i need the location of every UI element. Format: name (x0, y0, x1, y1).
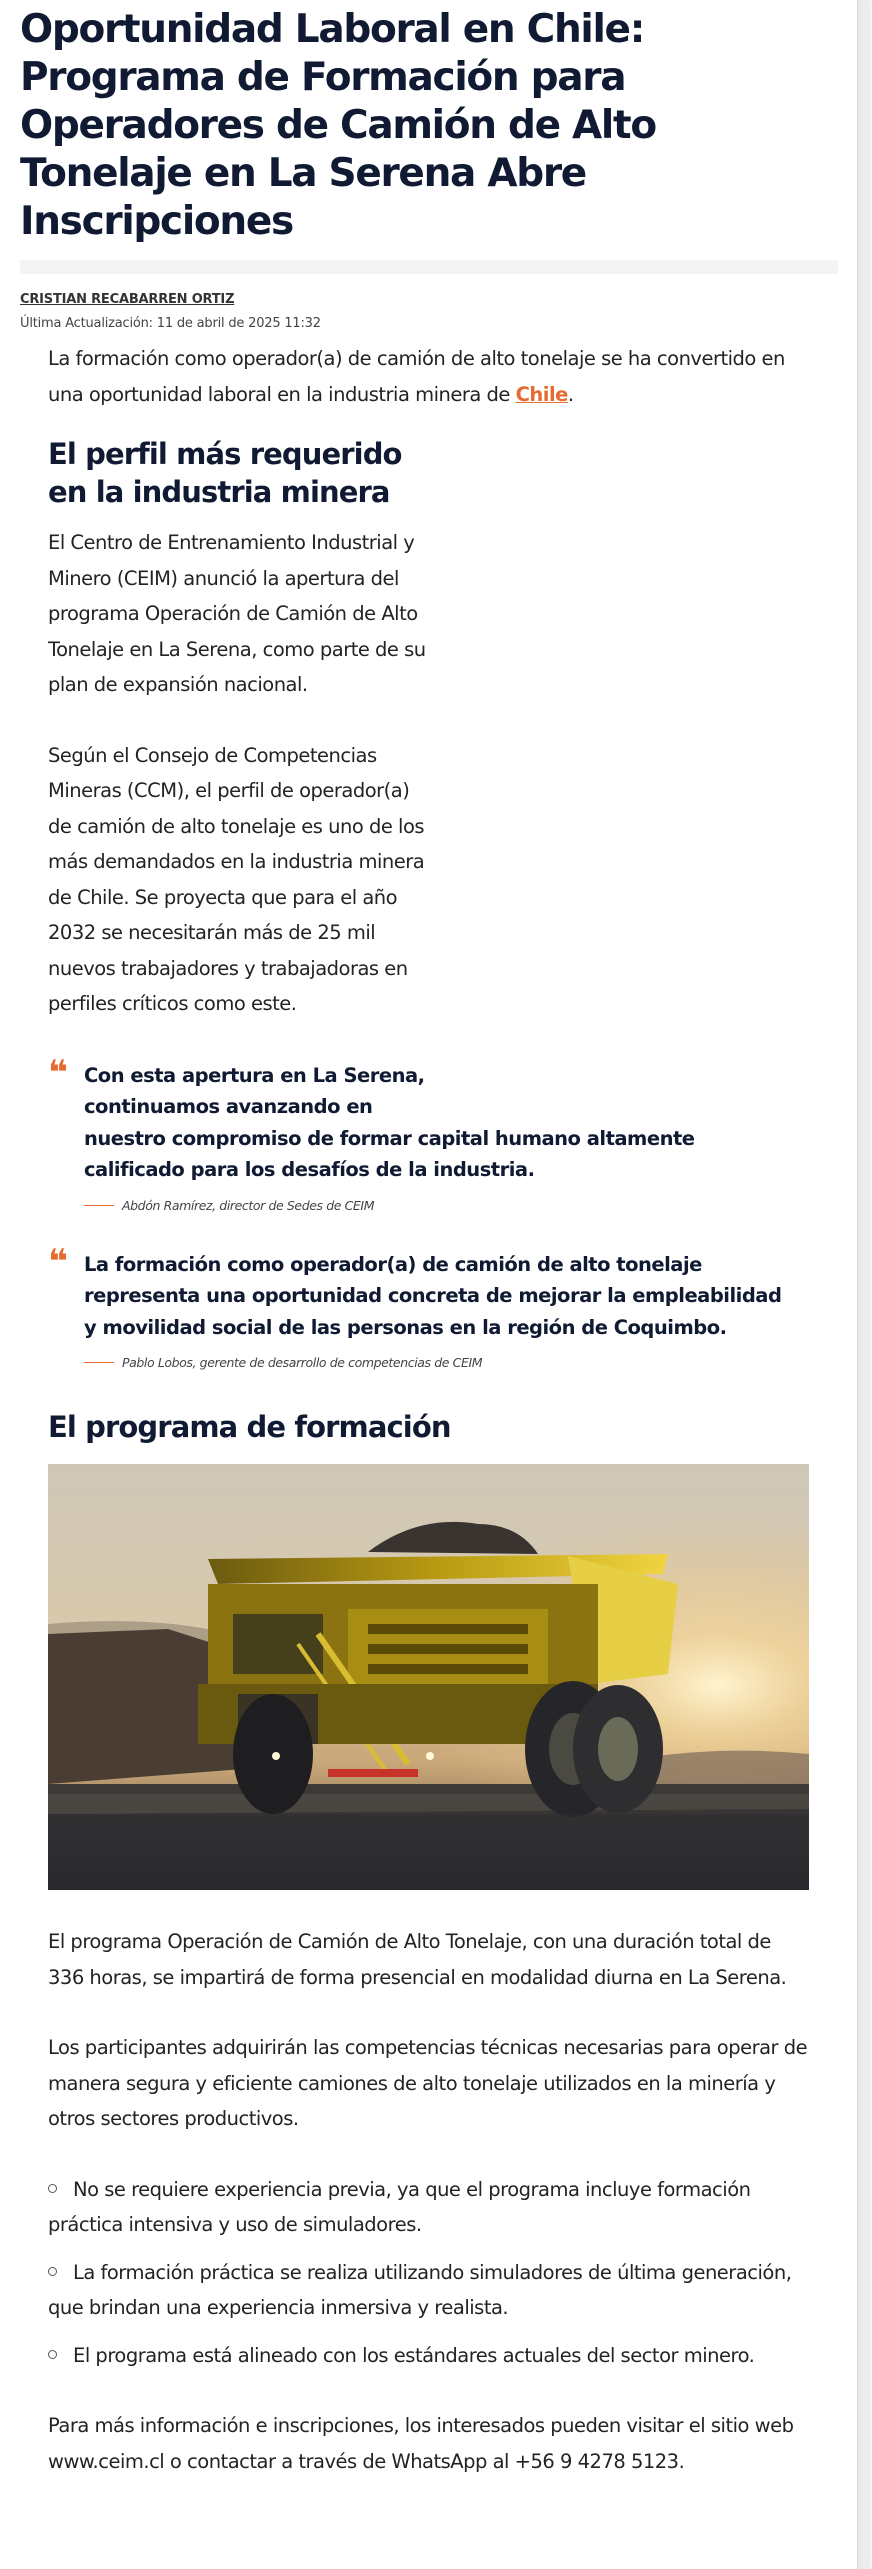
list-item (48, 2255, 810, 2326)
list-item-text: El programa está alineado con los estándares actuales del sector minero. (73, 2343, 755, 2367)
author-link[interactable]: CRISTIAN RECABARREN ORTIZ (20, 292, 235, 307)
quote-line: Con esta apertura en La Serena, (84, 1063, 425, 1087)
quote-line: nuestro compromiso de formar capital humano altamente calificado para los desafíos de la industria. (84, 1126, 695, 1181)
quote-icon: ❝ (48, 1241, 68, 1282)
attribution-text: Abdón Ramírez, director de Sedes de CEIM (122, 1197, 375, 1213)
quote-text: La formación como operador(a) de camión de alto tonelaje representa una oportunidad concreta de mejorar la empleabilidad y movilidad social de las personas en la región de Coquimbo. (84, 1252, 782, 1339)
chile-link[interactable]: Chile (515, 382, 568, 406)
list-item-text: La formación práctica se realiza utilizando simuladores de última generación, que brindan una experiencia inmersiva y realista. (48, 2260, 792, 2319)
quote-lobos (48, 1241, 810, 1371)
quote-icon: ❝ (48, 1052, 68, 1093)
quote-line: continuamos avanzando en (84, 1095, 373, 1118)
narrow-column (48, 525, 428, 1022)
paragraph-competencias: Los participantes adquirirán las competencias técnicas necesarias para operar de manera segura y eficiente camiones de alto tonelaje utilizados en la minería y otros sectores productivos. (48, 2036, 808, 2130)
bullet-icon (48, 2267, 57, 2276)
mining-truck-photo (48, 1464, 809, 1890)
bullet-icon (48, 2184, 57, 2193)
list-item (48, 2338, 810, 2374)
intro-end: . (567, 382, 574, 406)
quote-attribution (84, 1198, 810, 1213)
paragraph-contact: Para más información e inscripciones, los interesados pueden visitar el sitio web www.ceim.cl o contactar a través de WhatsApp al +56 9 4278 5123. (48, 2414, 794, 2473)
article-title: Oportunidad Laboral en Chile: Programa de Formación para Operadores de Camión de Alto Tonelaje en La Serena Abre Inscripciones (20, 7, 656, 244)
paragraph-programa: El programa Operación de Camión de Alto Tonelaje, con una duración total de 336 horas, se impartirá de forma presencial en modalidad diurna en La Serena. (48, 1930, 787, 1989)
attribution-text: Pablo Lobos, gerente de desarrollo de competencias de CEIM (122, 1355, 483, 1370)
section-heading-programa: El programa de formación (48, 1410, 451, 1444)
title-divider (20, 260, 838, 274)
article-body (20, 341, 810, 2479)
quote-ramirez (48, 1052, 810, 1213)
list-item (48, 2172, 810, 2243)
paragraph-ceim: El Centro de Entrenamiento Industrial y Minero (CEIM) anunció la apertura del programa Operación de Camión de Alto Tonelaje en La Serena, como parte de su plan de expansión nacional. (48, 531, 426, 696)
mining-truck-illustration (48, 1464, 809, 1890)
attribution-rule (84, 1205, 114, 1206)
intro-text: La formación como operador(a) de camión de alto tonelaje se ha convertido en una oportunidad laboral en la industria minera de (48, 347, 785, 406)
intro-paragraph (48, 341, 810, 412)
bullet-icon (48, 2350, 57, 2359)
scrollbar-thumb[interactable] (861, 0, 870, 2569)
article (20, 0, 838, 2479)
list-item-text: No se requiere experiencia previa, ya que el programa incluye formación práctica intensiva y uso de simuladores. (48, 2177, 751, 2236)
paragraph-ccm: Según el Consejo de Competencias Mineras (CCM), el perfil de operador(a) de camión de alto tonelaje es uno de los más demandados en la industria minera de Chile. Se proyecta que para el año 2032 se necesitarán más de 25 mil nuevos trabajadores y trabajadoras en perfiles críticos como este. (48, 743, 425, 1015)
quote-text (84, 1060, 810, 1186)
section-heading-perfil: El perfil más requerido en la industria minera (48, 437, 402, 509)
quote-attribution (84, 1355, 810, 1370)
requirements-list (48, 2172, 810, 2374)
updated-timestamp: Última Actualización: 11 de abril de 2025 11:32 (20, 316, 321, 331)
attribution-rule (84, 1362, 114, 1363)
